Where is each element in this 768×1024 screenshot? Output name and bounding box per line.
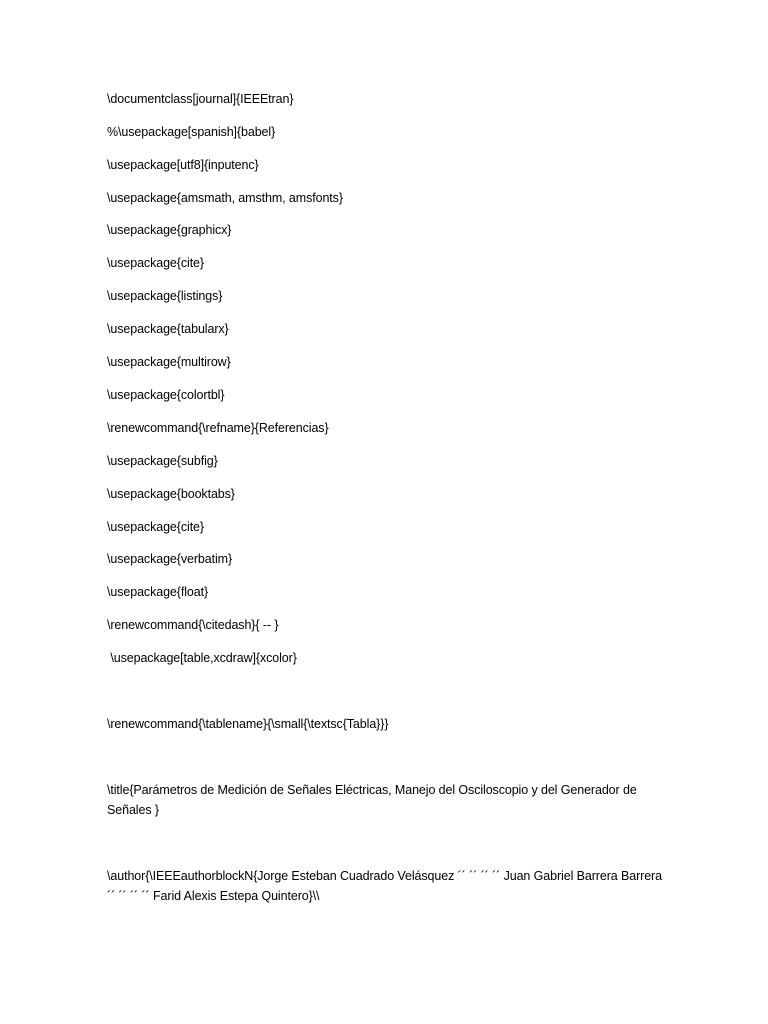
code-line-cite-2: \usepackage{cite} (107, 520, 204, 534)
code-line-colortbl: \usepackage{colortbl} (107, 388, 225, 402)
code-line-graphicx: \usepackage{graphicx} (107, 223, 232, 237)
code-line-listings: \usepackage{listings} (107, 289, 223, 303)
code-line-ams: \usepackage{amsmath, amsthm, amsfonts} (107, 191, 343, 205)
code-line-tabularx: \usepackage{tabularx} (107, 322, 229, 336)
code-line-tablename: \renewcommand{\tablename}{\small{\textsc{Tabla}}} (107, 717, 389, 731)
code-line-documentclass: \documentclass[journal]{IEEEtran} (107, 92, 294, 106)
code-line-multirow: \usepackage{multirow} (107, 355, 231, 369)
code-line-xcolor: \usepackage[table,xcdraw]{xcolor} (107, 651, 297, 665)
code-line-float: \usepackage{float} (107, 585, 209, 599)
code-line-booktabs: \usepackage{booktabs} (107, 487, 235, 501)
code-line-babel: %\usepackage[spanish]{babel} (107, 125, 276, 139)
code-line-title: \title{Parámetros de Medición de Señales Eléctricas, Manejo del Osciloscopio y del Generador de Señales } (107, 783, 637, 817)
code-line-refname: \renewcommand{\refname}{Referencias} (107, 421, 329, 435)
code-line-subfig: \usepackage{subfig} (107, 454, 218, 468)
code-line-author: \author{\IEEEauthorblockN{Jorge Esteban Cuadrado Velásquez ´´ ´´ ´´ ´´ Juan Gabriel Barrera Barrera ´´ ´´ ´´ ´´ Farid Alexis Estepa Quintero}\\ (107, 869, 662, 903)
code-line-cite: \usepackage{cite} (107, 256, 204, 270)
code-line-inputenc: \usepackage[utf8]{inputenc} (107, 158, 259, 172)
code-line-verbatim: \usepackage{verbatim} (107, 552, 233, 566)
code-line-citedash: \renewcommand{\citedash}{ -- } (107, 618, 279, 632)
